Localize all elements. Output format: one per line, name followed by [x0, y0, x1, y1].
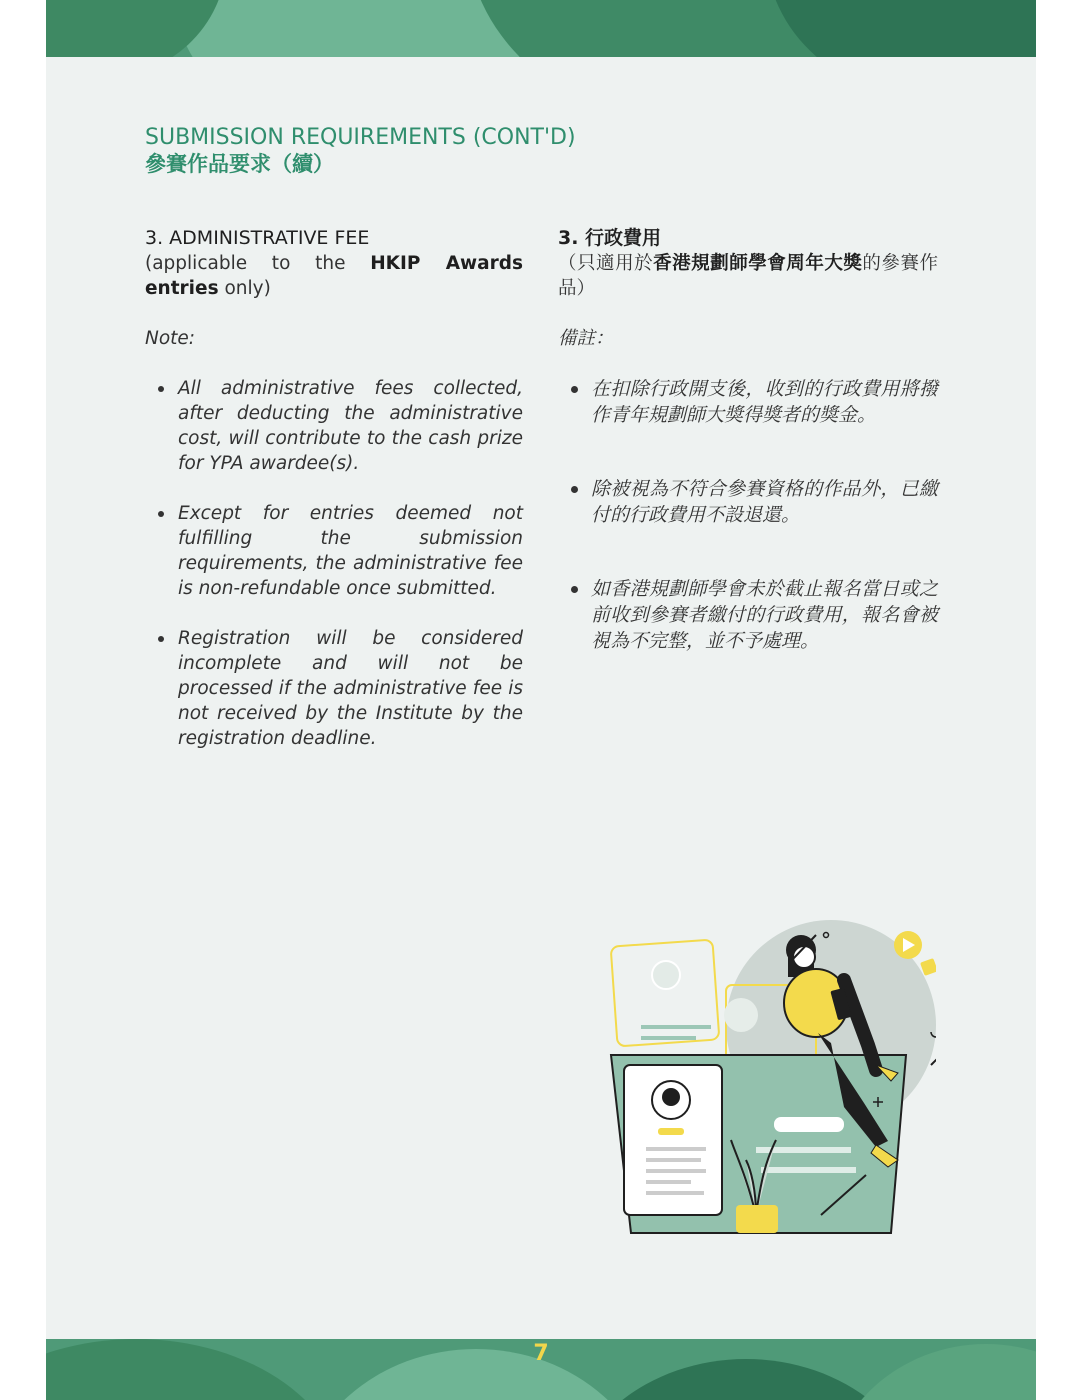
list-item	[558, 376, 938, 428]
section-title-en: 3. ADMINISTRATIVE FEE	[145, 227, 370, 249]
note-label-en: Note:	[145, 328, 196, 349]
list-item	[145, 626, 523, 751]
applicability-note-zh	[558, 251, 938, 301]
document-page	[46, 0, 1036, 1400]
list-item-text: 在扣除行政開支後，收到的行政費用將撥作青年規劃師大獎得獎者的獎金。	[591, 378, 938, 426]
applicability-bold-text: HKIP Awards entries	[145, 253, 523, 299]
bullet-icon	[571, 486, 578, 493]
heading-chinese: 參賽作品要求（續）	[145, 152, 334, 176]
page-number: 7	[533, 1341, 549, 1366]
list-item-text: Except for entries deemed not fulfilling the submission requirements, the administrative fee is non-refundable once submitted.	[178, 503, 523, 599]
applicability-text: (applicable to the	[145, 253, 371, 274]
chinese-column	[558, 226, 938, 654]
bullet-icon	[158, 636, 164, 642]
bullet-list-zh	[558, 376, 938, 654]
applicability-bold-text: 香港規劃師學會周年大獎	[653, 253, 863, 274]
page-heading	[145, 125, 576, 177]
list-item	[558, 476, 938, 528]
list-item	[145, 501, 523, 601]
section-title-zh: 3. 行政費用	[558, 227, 662, 249]
heading-english: SUBMISSION REQUIREMENTS (CONT'D)	[145, 125, 576, 150]
bullet-icon	[158, 511, 164, 517]
note-label-zh: 備註：	[558, 328, 614, 349]
applicability-text: only)	[218, 278, 271, 299]
list-item-text: Registration will be considered incomplete and will not be processed if the administrative fee is not received by the Institute by the registration deadline.	[178, 628, 523, 749]
list-item-text: 如香港規劃師學會未於截止報名當日或之前收到參賽者繳付的行政費用，報名會被視為不完整，並不予處理。	[591, 578, 938, 652]
online-profile-illustration-icon	[606, 915, 936, 1245]
list-item-text: All administrative fees collected, after deducting the administrative cost, will contribute to the cash prize for YPA awardee(s).	[178, 378, 523, 474]
list-item	[145, 376, 523, 476]
list-item	[558, 576, 938, 654]
applicability-text: 的參賽作品）	[558, 253, 938, 299]
bullet-list-en	[145, 376, 523, 751]
bullet-icon	[571, 386, 578, 393]
bullet-icon	[571, 586, 578, 593]
applicability-note-en	[145, 251, 523, 301]
list-item-text: 除被視為不符合參賽資格的作品外，已繳付的行政費用不設退還。	[591, 478, 938, 526]
top-decorative-band	[46, 0, 1036, 57]
bullet-icon	[158, 386, 164, 392]
applicability-text: （只適用於	[558, 253, 654, 274]
english-column	[145, 226, 523, 751]
